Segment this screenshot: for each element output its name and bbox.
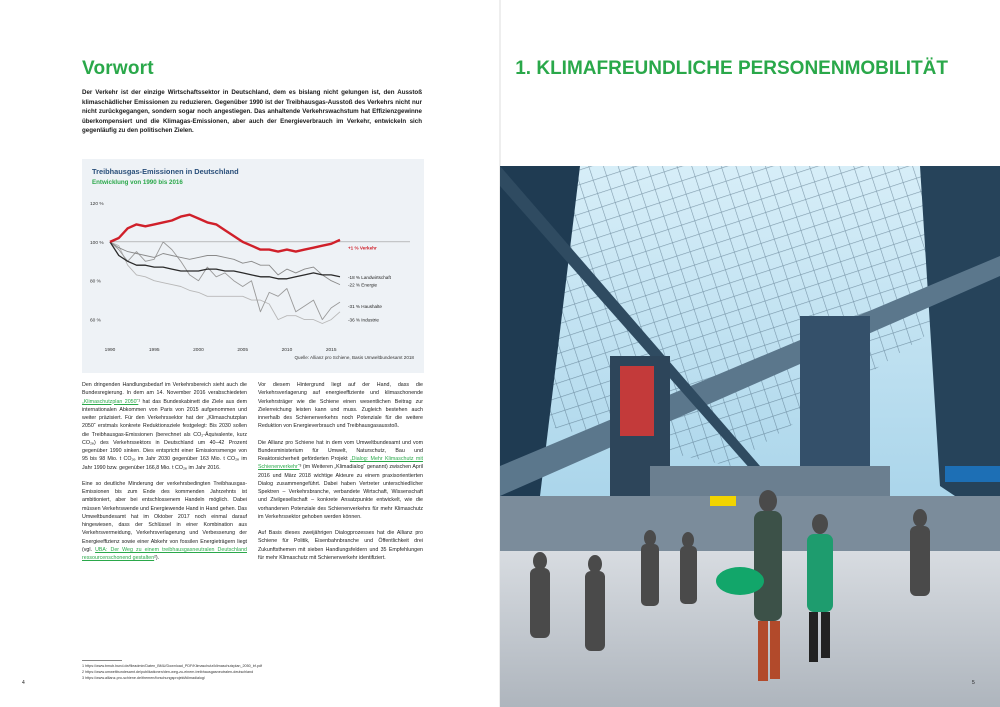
page-title: Vorwort bbox=[82, 58, 154, 79]
text-run: ³ (im Weiteren „Klimadialog“ genannt) zwischen April 2016 und März 2018 wichtige Akteure zu einem praxisorientierten Dialog zusammengeführt. Dabei haben Vertreter unterschiedlicher Spektren – Verkehrsbranche, verbandete Wirtschaft, Wissenschaft und Zivilgesellschaft – konkrete Ansatzpunkte entwickelt, wie die vorhandenen Potenziale des Schienenverkehrs für mehr Klimaschutz im Verkehrssektor gehoben werden können. bbox=[258, 464, 423, 520]
y-tick-label: 120 % bbox=[90, 202, 104, 207]
paragraph-empfehlungen: Auf Basis dieses zweijährigen Dialogprozesses hat die Allianz pro Schiene für Politik, Eisenbahnbranche und Öffentlichkeit drei Zukunftsthemen mit sieben Handlungsfeldern und 35 Empfehlungen für mehr Klimaschutz mit Schienenverkehr identifiziert. bbox=[258, 530, 423, 561]
series-line bbox=[110, 242, 340, 320]
paragraph-hintergrund: Vor diesem Hintergrund liegt auf der Hand, dass die Verkehrsverlagerung auf energieeffiziente und klimaschonende Verkehrsträger wie die Schiene einen wesentlichen Beitrag zur Zielerreichung leisten kann und muss. Zugleich bestehen auch innerhalb des Schienenverkehrs noch Potenziale für die weitere Reduktion von Energieverbrauch und Treibhausgasausstoß. bbox=[258, 382, 423, 430]
series-label: +1 % Verkehr bbox=[348, 245, 377, 251]
intro-paragraph: Der Verkehr ist der einzige Wirtschaftssektor in Deutschland, dem es bislang nicht gelungen ist, den Ausstoß klimaschädlicher Emissionen zu reduzieren. Gegenüber 1990 ist der Treibhausgas-Ausstoß des Verkehrs nicht nur nicht zurückgegangen, sondern sogar noch angestiegen. Das anhaltende Verkehrswachstum hat Effizienzgewinne überkompensiert und die Klimagas-Emissionen, aber auch der Energieverbrauch im Verkehr, entwickeln sich gegenläufig zu den politischen Zielen. bbox=[82, 89, 422, 135]
x-tick-label: 2005 bbox=[237, 348, 249, 353]
x-tick-label: 2000 bbox=[193, 348, 204, 353]
series-label: -31 % Haushalte bbox=[348, 303, 382, 309]
klimaschutzplan-link[interactable]: „Klimaschutzplan 2050“ bbox=[82, 398, 139, 405]
series-line bbox=[110, 215, 340, 252]
text-run: Eine so deutliche Minderung der verkehrsbedingten Treibhausgas-Emissionen bis zum Ende des kommenden Jahrzehnts ist ambitioniert, aber bei entschlossenem Handeln möglich. Dabei müssen Verkehrswende und Energiewende Hand in Hand gehen. Das Umweltbundesamt hat im Oktober 2017 noch einmal darauf hingewiesen, dass der Schlüssel in einer Kombination aus Verkehrsvermeidung, Verkehrsverlagerung und Verbesserung der Energieeffizienz sowie einer Abkehr von fossilen Energieträgern liegt (vgl. bbox=[82, 480, 247, 553]
x-tick-label: 2010 bbox=[281, 348, 293, 353]
page-number: 5 bbox=[972, 680, 975, 686]
x-tick-label: 1990 bbox=[104, 348, 116, 353]
chart-source: Quelle: Allianz pro Schiene, Basis Umweltbundesamt 2018 bbox=[294, 355, 414, 360]
uba-link[interactable]: UBA: Der Weg zu einem treibhausgasneutralen Deutschland ressourcenschonend gestalten bbox=[82, 546, 247, 561]
station-hall-photo bbox=[500, 166, 1000, 707]
chart-subtitle: Entwicklung von 1990 bis 2016 bbox=[92, 179, 183, 186]
chart-title: Treibhausgas-Emissionen in Deutschland bbox=[92, 167, 239, 176]
x-tick-label: 2015 bbox=[325, 348, 337, 353]
dialog-link[interactable]: „Dialog: Mehr Klimaschutz mit Schienenverkehr“ bbox=[258, 456, 423, 471]
y-tick-label: 100 % bbox=[90, 240, 104, 246]
footnote-rule bbox=[82, 660, 122, 661]
series-label: -36 % Industrie bbox=[348, 317, 379, 323]
section-title: 1. KLIMAFREUNDLICHE PERSONENMOBILITÄT bbox=[515, 58, 948, 79]
page-number: 4 bbox=[22, 680, 25, 686]
footnote[interactable]: 3 https://www.allianz-pro-schiene.de/themen/forschungsprojekt/klimadialog/ bbox=[82, 675, 205, 680]
series-label: -22 % Energie bbox=[348, 282, 378, 288]
text-run: ²). bbox=[154, 555, 160, 561]
series-label: -18 % Landwirtschaft bbox=[348, 274, 391, 280]
series-line bbox=[110, 242, 340, 324]
paragraph-klimaschutzplan bbox=[82, 381, 247, 472]
chart-plot bbox=[82, 159, 424, 373]
y-tick-label: 60 % bbox=[90, 318, 101, 324]
text-run: Den dringenden Handlungsbedarf im Verkehrsbereich sieht auch die Bundesregierung. In dem am 14. November 2016 verabschiedeten bbox=[82, 382, 247, 397]
text-column-left bbox=[82, 381, 247, 570]
footnote[interactable]: 1 https://www.bmub.bund.de/fileadmin/Daten_BMU/Download_PDF/Klimaschutz/klimaschutzplan_2050_bf.pdf bbox=[82, 664, 262, 668]
x-tick-label: 1995 bbox=[148, 348, 160, 353]
paragraph-klimadialog bbox=[258, 439, 423, 522]
text-run: Die Allianz pro Schiene hat in dem vom Umweltbundesamt und vom Bundesministerium für Umwelt, Naturschutz, Bau und Reaktorsicherheit geförderten Projekt bbox=[258, 439, 423, 462]
right-page bbox=[500, 0, 1000, 707]
emissions-chart bbox=[82, 159, 424, 373]
footnotes bbox=[82, 664, 422, 681]
footnote[interactable]: 2 https://www.umweltbundesamt.de/publikationen/den-weg-zu-einem-treibhausgasneutralen-deutschland bbox=[82, 669, 254, 674]
text-run: ¹ hat das Bundeskabinett die Ziele aus dem internationalen Abkommen von Paris von 2015 aufgenommen und weiter präzisiert. Für den Verkehrssektor hat der „Klimaschutzplan 2050“ erstmals konkrete Reduktionsziele festgelegt: Bis 2030 sollen die Treibhausgas-Emissionen (berechnet als CO₂-Äquivalente, kurz CO₂ₑ) des Verkehrssektors in Deutschland um 40–42 Prozent gegenüber 1990 sinken. Dies entspricht einer Emissionsmenge von 95 bis 98 Mio. t CO₂ₑ im Jahr 2030 gegenüber 163 Mio. t CO₂ₑ im Jahr 1990 bzw. gegenüber 166,8 Mio. t CO₂ₑ im Jahr 2016. bbox=[82, 398, 247, 471]
y-tick-label: 80 % bbox=[90, 279, 101, 285]
paragraph-minderung bbox=[82, 480, 247, 563]
text-column-right bbox=[258, 381, 423, 570]
